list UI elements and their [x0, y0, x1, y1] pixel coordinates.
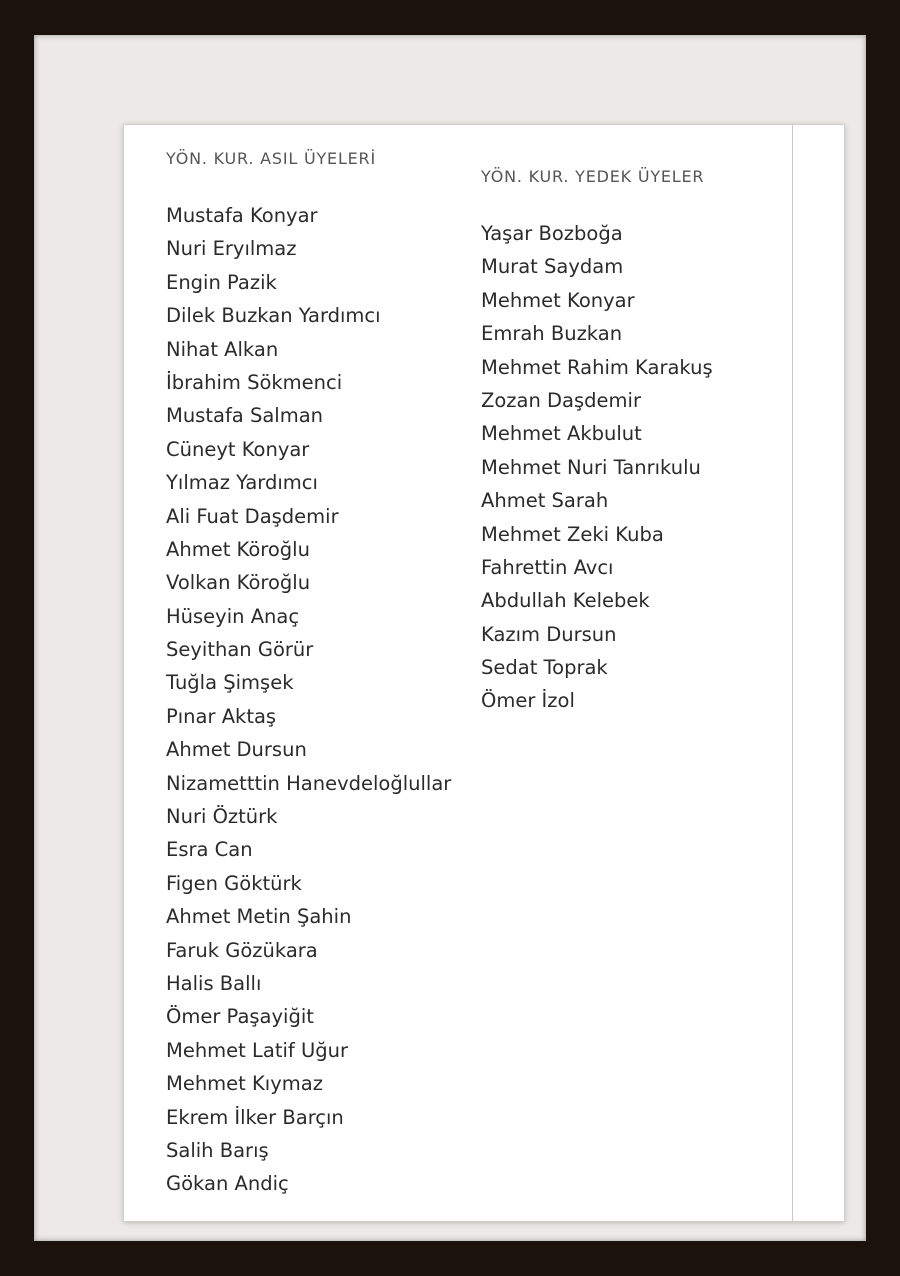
asil-member-item: Esra Can: [166, 838, 253, 862]
asil-member-item: Halis Ballı: [166, 971, 262, 995]
asil-member-item: Nizametttin Hanevdeloğlullar: [166, 771, 452, 795]
asil-member-item: Cüneyt Konyar: [166, 437, 310, 461]
yedek-member-item: Abdullah Kelebek: [481, 589, 650, 613]
asil-member-item: Ali Fuat Daşdemir: [166, 504, 339, 528]
asil-member-item: Yılmaz Yardımcı: [166, 471, 318, 495]
yedek-member-item: Mehmet Akbulut: [481, 422, 642, 446]
asil-member-item: Hüseyin Anaç: [166, 604, 300, 628]
yedek-member-item: Kazım Dursun: [481, 622, 617, 646]
asil-member-item: Mustafa Salman: [166, 404, 323, 428]
asil-member-item: Pınar Aktaş: [166, 704, 277, 728]
asil-member-item: Engin Pazik: [166, 270, 277, 294]
asil-member-item: Figen Göktürk: [166, 871, 302, 895]
asil-member-item: Gökan Andiç: [166, 1172, 289, 1196]
asil-member-item: Ahmet Dursun: [166, 738, 307, 762]
yedek-member-item: Mehmet Nuri Tanrıkulu: [481, 455, 701, 479]
asil-members-heading: YÖN. KUR. ASIL ÜYELERİ: [166, 149, 376, 168]
yedek-member-item: Mehmet Konyar: [481, 288, 635, 312]
yedek-member-item: Ahmet Sarah: [481, 489, 609, 513]
yedek-member-item: Mehmet Zeki Kuba: [481, 522, 664, 546]
asil-member-item: Tuğla Şimşek: [166, 671, 294, 695]
asil-member-item: Mehmet Kıymaz: [166, 1072, 323, 1096]
yedek-member-item: Fahrettin Avcı: [481, 555, 614, 579]
asil-members-list: [166, 199, 486, 1201]
asil-member-item: Salih Barış: [166, 1138, 269, 1162]
asil-member-item: Ahmet Metin Şahin: [166, 905, 352, 929]
yedek-member-item: Emrah Buzkan: [481, 322, 623, 346]
yedek-member-item: Murat Saydam: [481, 255, 624, 279]
asil-member-item: Ahmet Köroğlu: [166, 537, 310, 561]
asil-member-item: Nuri Öztürk: [166, 805, 278, 829]
asil-members-column: [166, 149, 486, 1201]
asil-member-item: Mustafa Konyar: [166, 204, 318, 227]
asil-member-item: Ekrem İlker Barçın: [166, 1105, 344, 1129]
yedek-member-item: Yaşar Bozboğa: [481, 222, 623, 245]
frame-mat: [34, 35, 866, 1241]
page-divider: [792, 125, 793, 1221]
yedek-members-column: [481, 167, 781, 718]
asil-member-item: Nihat Alkan: [166, 337, 279, 361]
yedek-member-item: Sedat Toprak: [481, 656, 608, 680]
document-page: [124, 125, 844, 1221]
asil-member-item: Nuri Eryılmaz: [166, 237, 297, 261]
asil-member-item: Faruk Gözükara: [166, 938, 318, 962]
yedek-member-item: Zozan Daşdemir: [481, 388, 641, 412]
asil-member-item: Seyithan Görür: [166, 638, 314, 662]
asil-member-item: Mehmet Latif Uğur: [166, 1038, 348, 1062]
yedek-members-list: [481, 217, 781, 718]
asil-member-item: İbrahim Sökmenci: [166, 370, 343, 394]
asil-member-item: Ömer Paşayiğit: [166, 1005, 314, 1029]
yedek-member-item: Mehmet Rahim Karakuş: [481, 355, 713, 379]
yedek-members-heading: YÖN. KUR. YEDEK ÜYELER: [481, 167, 705, 186]
asil-member-item: Dilek Buzkan Yardımcı: [166, 304, 381, 328]
yedek-member-item: Ömer İzol: [481, 689, 575, 713]
asil-member-item: Volkan Köroğlu: [166, 571, 311, 595]
